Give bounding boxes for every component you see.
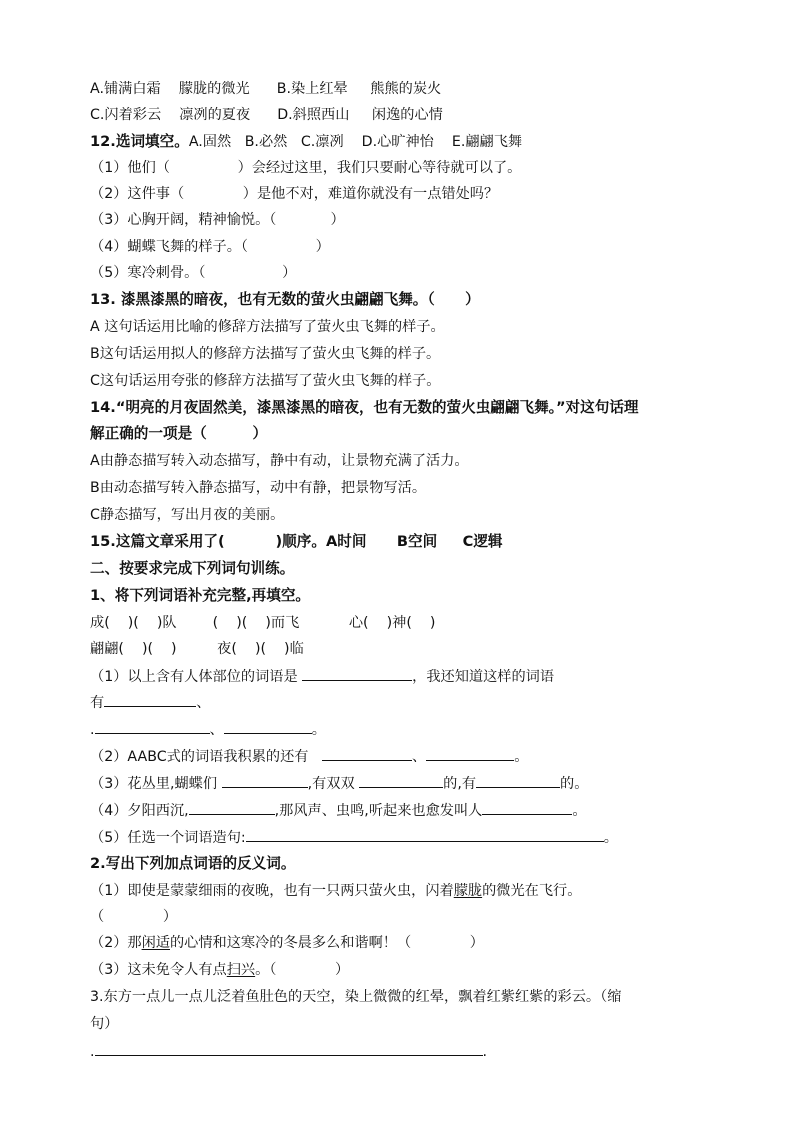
q12-heading: [90, 131, 522, 153]
part1-q3-text: （3）花丛里,蝴蝶们: [90, 776, 218, 792]
q14-option-b: B由动态描写转入静态描写，动中有静，把景物写活。: [90, 480, 427, 496]
answer-blank[interactable]: [322, 745, 412, 761]
part1-question-1: [90, 665, 554, 688]
part1-q4-text: （4）夕阳西沉,: [90, 803, 189, 819]
part1-q4-end: 。: [572, 803, 587, 819]
section2-title: 二、按要求完成下列词句训练。: [90, 560, 295, 577]
part2-s3-text: （3）这未免令人有点: [90, 962, 227, 978]
part1-q4-text-2: ,那风声、虫鸣,听起来也愈发叫人: [274, 803, 483, 819]
answer-blank[interactable]: [224, 718, 312, 734]
part3-line-1: 3.东方一点儿一点儿泛着鱼肚色的天空，染上微微的红晕，飘着红紫红紫的彩云。（缩: [90, 989, 622, 1005]
part1-words-line1: 成( )( )队 ( )( )而飞 心( )神( ): [90, 615, 436, 631]
q12-sentence-1: （1）他们（ ）会经过这里，我们只要耐心等待就可以了。: [90, 160, 522, 176]
part3-answer-line: [90, 1040, 487, 1063]
part2-sentence-1: [90, 880, 581, 902]
q12-options: A.固然 B.必然 C.凛冽 D.心旷神怡 E.翩翩飞舞: [188, 134, 523, 150]
part1-q2-end: 。: [514, 749, 529, 765]
part1-q1-dot: .: [90, 722, 95, 738]
part1-q5-text: （5）任选一个词语造句:: [90, 830, 246, 846]
part2-sentence-3: [90, 959, 349, 981]
q12-sentence-3: （3）心胸开阔，精神愉悦。（ ）: [90, 212, 345, 228]
q11-option-ab: A.铺满白霜 朦胧的微光 B.染上红晕 熊熊的炭火: [90, 81, 442, 97]
dotted-word: 朦胧: [453, 883, 483, 899]
dotted-word: 扫兴: [226, 962, 256, 978]
part1-question-1-cont: [90, 691, 210, 714]
q13-option-a: A 这句话运用比喻的修辞方法描写了萤火虫飞舞的样子。: [90, 319, 445, 335]
q15-title: 15.这篇文章采用了( )顺序。A时间 B空间 C逻辑: [90, 533, 503, 550]
part2-sentence-1-answer: （ ）: [90, 909, 178, 925]
q13-option-b: B这句话运用拟人的修辞方法描写了萤火虫飞舞的样子。: [90, 346, 441, 362]
part1-question-1-cont2: [90, 718, 326, 741]
dotted-word: 闲适: [141, 935, 170, 951]
q13-option-c: C这句话运用夸张的修辞方法描写了萤火虫飞舞的样子。: [90, 373, 441, 389]
answer-blank[interactable]: [246, 826, 604, 842]
q14-option-c: C静态描写，写出月夜的美丽。: [90, 507, 285, 523]
q13-title: 13. 漆黑漆黑的暗夜，也有无数的萤火虫翩翩飞舞。（ ）: [90, 291, 480, 308]
part1-title: 1、将下列词语补充完整,再填空。: [90, 587, 311, 604]
part2-s2-text: （2）那: [90, 935, 142, 951]
q11-option-cd: C.闪着彩云 凛冽的夏夜 D.斜照西山 闲逸的心情: [90, 107, 443, 123]
part1-q1-text: （1）以上含有人体部位的词语是: [90, 669, 298, 685]
part1-words-line2: 翩翩( )( ) 夜( )( )临: [90, 641, 304, 657]
part3-dot-start: .: [90, 1044, 95, 1060]
answer-blank[interactable]: [189, 799, 275, 815]
part1-q2-text: （2）AABC式的词语我积累的还有: [90, 749, 309, 765]
part2-title: 2.写出下列加点词语的反义词。: [90, 855, 296, 872]
q12-sentence-4: （4）蝴蝶飞舞的样子。（ ）: [90, 239, 330, 255]
part2-s3-text-2: 。（ ）: [255, 962, 350, 978]
part2-s2-text-2: 的心情和这寒冷的冬晨多么和谐啊！（ ）: [169, 935, 484, 951]
answer-blank[interactable]: [302, 665, 412, 681]
part1-q1-separator-2: 、: [209, 722, 224, 738]
part1-question-4: [90, 799, 587, 822]
answer-blank[interactable]: [222, 772, 308, 788]
part1-q2-separator: 、: [412, 749, 427, 765]
part1-question-3: [90, 772, 588, 795]
part2-s1-text: （1）即使是蒙蒙细雨的夜晚，也有一只两只萤火虫，闪着: [90, 883, 454, 899]
answer-blank[interactable]: [95, 718, 210, 734]
part2-sentence-2: [90, 932, 484, 954]
part3-line-2: 句）: [90, 1016, 119, 1032]
part1-q3-text-2: ,有双双: [307, 776, 355, 792]
answer-blank[interactable]: [359, 772, 443, 788]
q12-sentence-2: （2）这件事（ ）是他不对，难道你就没有一点错处吗？: [90, 186, 499, 202]
part1-question-2: [90, 745, 528, 768]
answer-blank[interactable]: [482, 799, 572, 815]
q14-title-line2: 解正确的一项是（ ）: [90, 425, 268, 442]
answer-blank[interactable]: [476, 772, 560, 788]
part3-dot-end: .: [482, 1044, 488, 1060]
q14-title-line1: 14.“明亮的月夜固然美，漆黑漆黑的暗夜，也有无数的萤火虫翩翩飞舞。”对这句话理: [90, 399, 639, 416]
q12-title: 12.选词填空。: [90, 133, 189, 150]
part1-q1-text-2: ，我还知道这样的词语: [412, 669, 555, 685]
part1-q1-separator: 、: [196, 695, 211, 711]
q12-sentence-5: （5）寒冷刺骨。（ ）: [90, 265, 297, 281]
answer-blank[interactable]: [95, 1040, 483, 1056]
part1-q1-end: 。: [311, 722, 326, 738]
answer-blank[interactable]: [104, 691, 196, 707]
part2-s1-text-2: 的微光在飞行。: [482, 883, 582, 899]
part1-q5-end: 。: [603, 830, 618, 846]
part1-question-5: [90, 826, 618, 849]
q14-option-a: A由静态描写转入动态描写，静中有动，让景物充满了活力。: [90, 453, 469, 469]
part1-q3-text-3: 的,有: [443, 776, 477, 792]
part1-q3-end: 的。: [560, 776, 589, 792]
answer-blank[interactable]: [426, 745, 514, 761]
part1-q1-text-3: 有: [90, 695, 105, 711]
